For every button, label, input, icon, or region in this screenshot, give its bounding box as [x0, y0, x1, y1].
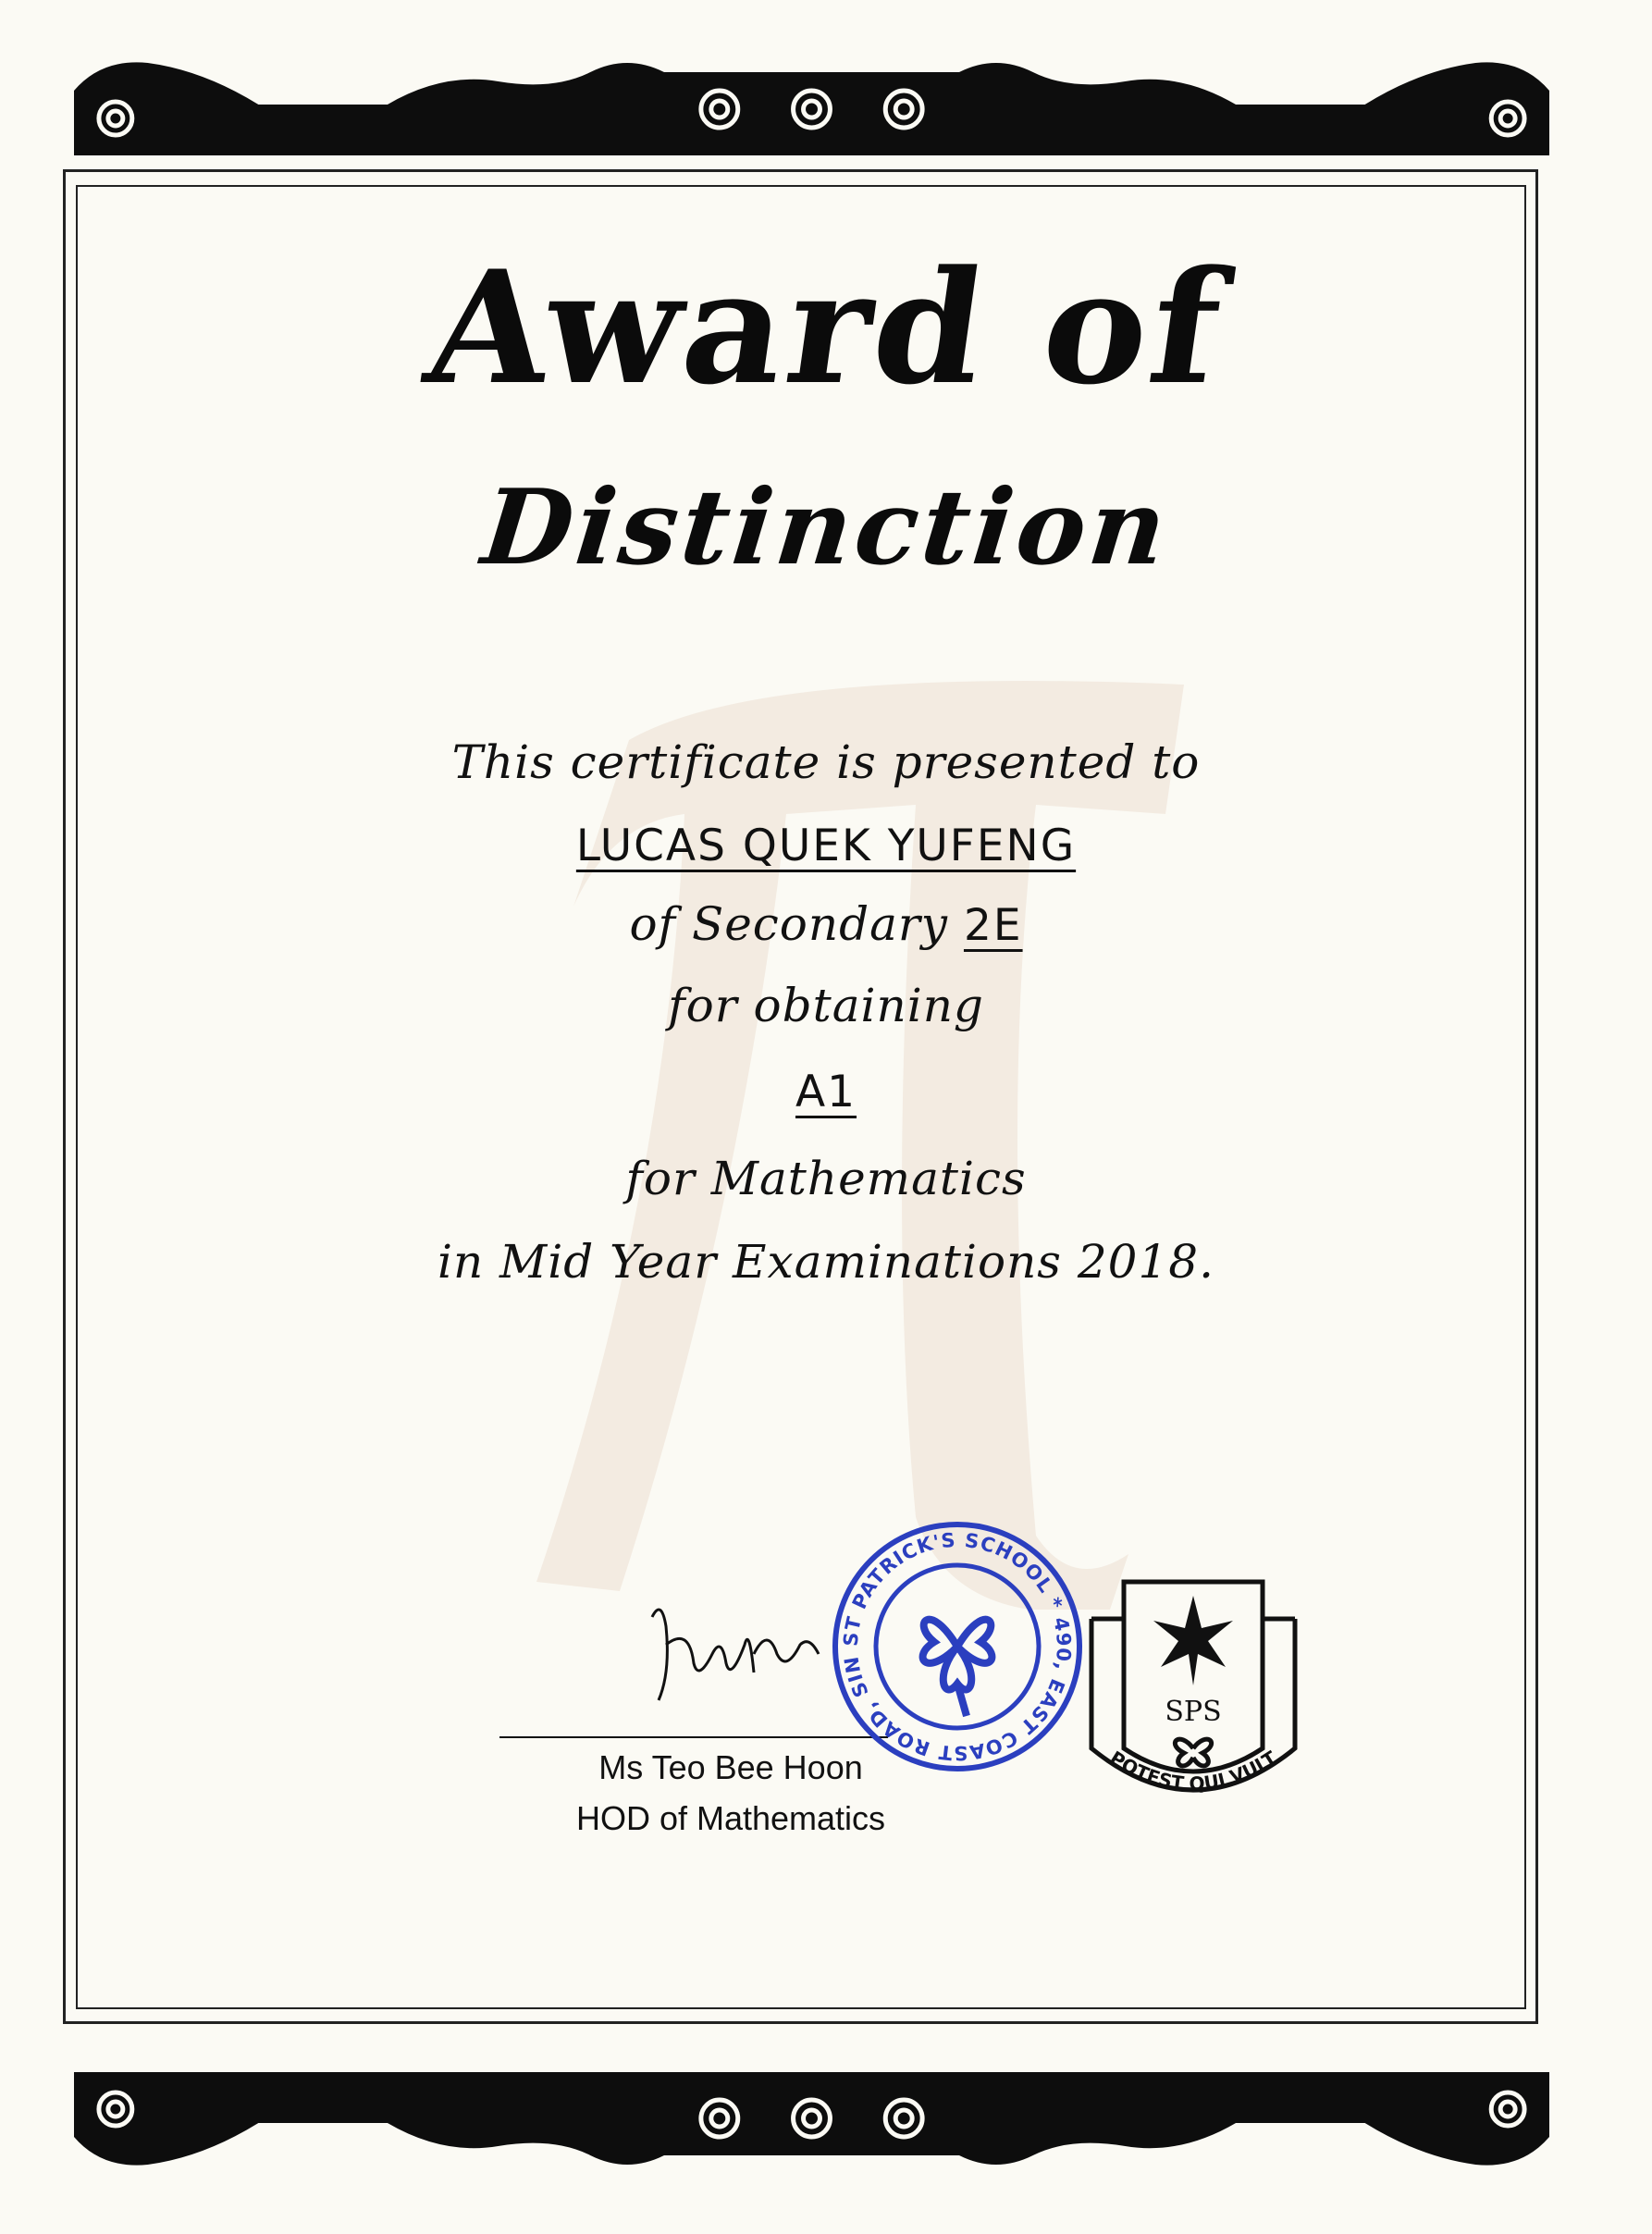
signer-name: Ms Teo Bee Hoon — [598, 1748, 863, 1786]
grade-line — [0, 1067, 1652, 1117]
recipient-name: LUCAS QUEK YUFENG — [575, 821, 1077, 871]
grade-value: A1 — [795, 1067, 857, 1117]
crest-monogram: SPS — [1165, 1696, 1222, 1728]
obtaining-line: for obtaining — [668, 979, 984, 1032]
stamp-text: ST PATRICK'S SCHOOL * 490, EAST COAST ROAD, SIN — [839, 1528, 1076, 1765]
recipient-line — [0, 821, 1652, 871]
exam-line: in Mid Year Examinations 2018. — [437, 1235, 1215, 1289]
title-award-of: Award of — [416, 236, 1236, 419]
subject-value: Mathematics — [710, 1152, 1027, 1205]
signer-title: HOD of Mathematics — [575, 1799, 886, 1837]
title-distinction: Distinction — [476, 467, 1176, 588]
top-ornamental-banner — [74, 54, 1549, 155]
signature — [638, 1589, 823, 1709]
school-crest — [1087, 1563, 1300, 1813]
subject-line — [0, 1152, 1652, 1205]
shamrock-icon — [923, 1620, 992, 1716]
class-value: 2E — [963, 900, 1023, 951]
school-stamp — [828, 1517, 1087, 1776]
class-prefix: of Secondary — [629, 897, 964, 951]
bottom-ornamental-banner — [74, 2072, 1549, 2174]
class-line — [0, 897, 1652, 951]
star-icon — [1153, 1596, 1233, 1685]
crest-shamrock-icon — [1175, 1739, 1211, 1766]
subject-prefix: for — [625, 1152, 711, 1205]
presented-to-line: This certificate is presented to — [451, 735, 1201, 789]
crest-motto: POTEST QUI VULT — [1105, 1746, 1281, 1796]
